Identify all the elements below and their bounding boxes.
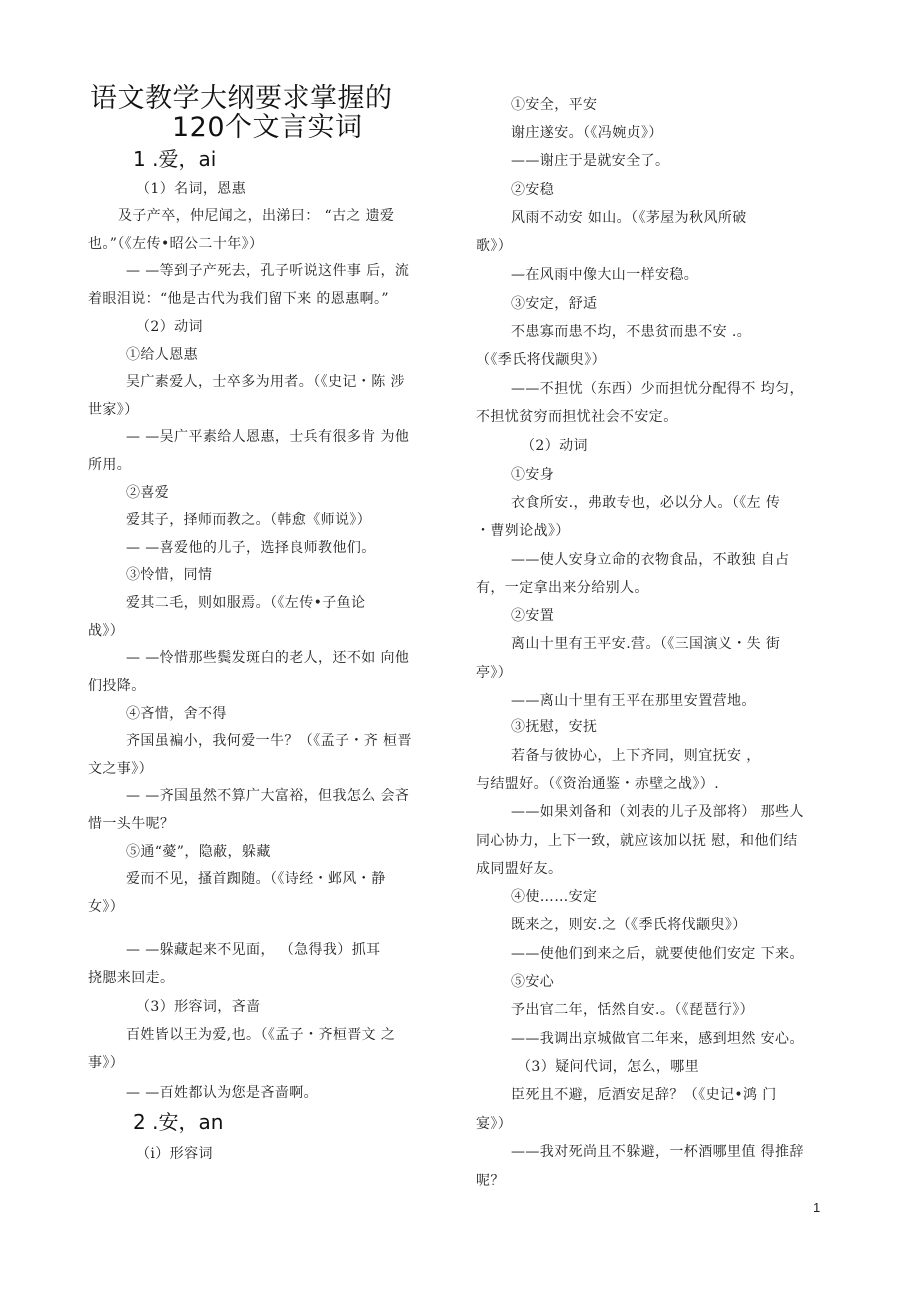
text-line: 宴》） bbox=[476, 1116, 513, 1132]
text-line: 衣食所安.，弗敢专也，必以分人。（《左 传 bbox=[511, 495, 781, 511]
text-line: 女》） bbox=[88, 899, 125, 915]
text-line: 着眼泪说：“他是古代为我们留下来 的恩惠啊。” bbox=[88, 291, 389, 307]
text-line: ——不担忧（东西）少而担忧分配得不 均匀， bbox=[511, 381, 804, 397]
text-line: ②安置 bbox=[511, 608, 555, 624]
text-line: ②安稳 bbox=[511, 182, 555, 198]
text-line: ——谢庄于是就安全了。 bbox=[511, 153, 670, 169]
text-line: 既来之，则安.之（《季氏将伐颛臾》） bbox=[511, 917, 747, 933]
text-line: （3）疑问代词，怎么，哪里 bbox=[517, 1059, 700, 1075]
text-line: 齐国虽褊小，我何爱一牛？（《孟子・齐 桓晋 bbox=[126, 733, 412, 749]
text-line: 离山十里有王平安.营。（《三国演义・失 街 bbox=[511, 636, 781, 652]
text-line: ④吝惜，舍不得 bbox=[126, 706, 227, 722]
text-line: 惜一头牛呢？ bbox=[88, 816, 175, 832]
text-line: 战》） bbox=[88, 623, 125, 639]
text-line: ①安全，平安 bbox=[511, 97, 598, 113]
text-line: ——如果刘备和（刘表的儿子及部将） 那些人 bbox=[511, 804, 804, 820]
text-line: 百姓皆以王为爱,也。（《孟子・齐桓晋文 之 bbox=[126, 1027, 396, 1043]
text-line: 呢？ bbox=[476, 1173, 505, 1189]
text-line: （《季氏将伐颛臾》） bbox=[476, 352, 606, 368]
text-line: 所用。 bbox=[88, 457, 132, 473]
text-line: 同心协力，上下一致，就应该加以抚 慰，和他们结 bbox=[476, 833, 798, 849]
text-line: — —怜惜那些鬓发斑白的老人，还不如 向他 bbox=[126, 650, 410, 666]
text-line: 亭》） bbox=[476, 665, 513, 681]
text-line: 风雨不动安 如山。（《茅屋为秋风所破 bbox=[511, 210, 747, 226]
text-line: 不患寡而患不均，不患贫而患不安 .。 bbox=[511, 324, 752, 340]
text-line: 歌》） bbox=[476, 238, 513, 254]
text-line: ——使人安身立命的衣物食品，不敢独 自占 bbox=[511, 552, 790, 568]
text-line: —在风雨中像大山一样安稳。 bbox=[511, 267, 699, 283]
text-line: ⑤通“薆”，隐蔽，躲藏 bbox=[126, 844, 271, 860]
text-line: 予出官二年，恬然自安.。（《琵琶行》） bbox=[511, 1002, 755, 1018]
page-number: 1 bbox=[813, 1200, 821, 1215]
text-line: ③安定，舒适 bbox=[511, 296, 598, 312]
text-line: 谢庄遂安。（《冯婉贞》） bbox=[511, 125, 663, 141]
text-line: ——使他们到来之后，就要使他们安定 下来。 bbox=[511, 946, 804, 962]
text-line: — —吴广平素给人恩惠，士兵有很多肯 为他 bbox=[126, 429, 410, 445]
text-line: （1）名词，恩惠 bbox=[136, 181, 247, 197]
text-line: ②喜爱 bbox=[126, 485, 170, 501]
text-line: （2）动词 bbox=[521, 438, 588, 454]
text-line: — —躲藏起来不见面， （急得我）抓耳 bbox=[126, 942, 381, 958]
text-line: 与结盟好。（《资治通鉴・赤壁之战》）. bbox=[476, 776, 720, 792]
text-line: （3）形容词，吝啬 bbox=[136, 999, 261, 1015]
text-line: 事》） bbox=[88, 1055, 125, 1071]
text-line: ①给人恩惠 bbox=[126, 347, 198, 363]
text-line: 挠腮来回走。 bbox=[88, 970, 175, 986]
text-line: 有，一定拿出来分给别人。 bbox=[476, 580, 649, 596]
text-line: 爱其子，择师而教之。（韩愈《师说》） bbox=[126, 512, 372, 528]
text-line: ——我调出京城做官二年来，感到坦然 安心。 bbox=[511, 1031, 804, 1047]
text-line: ——我对死尚且不躲避，一杯酒哪里值 得推辞 bbox=[511, 1144, 804, 1160]
text-line: — —喜爱他的儿子，选择良师教他们。 bbox=[126, 540, 376, 556]
text-line: 成同盟好友。 bbox=[476, 861, 563, 877]
text-line: 及子产卒，仲尼闻之，出涕曰： “古之 遗爱 bbox=[118, 208, 395, 224]
text-line: — —百姓都认为您是吝啬啊。 bbox=[126, 1085, 319, 1101]
text-line: ①安身 bbox=[511, 467, 555, 483]
text-line: ・曹刿论战》） bbox=[476, 523, 570, 539]
text-line: 文之事》） bbox=[88, 761, 153, 777]
text-line: — —齐国虽然不算广大富裕，但我怎么 会吝 bbox=[126, 788, 410, 804]
text-line: 爱其二毛，则如服焉。（《左传•子鱼论 bbox=[126, 595, 366, 611]
text-line: 不担忧贫穷而担忧社会不安定。 bbox=[476, 409, 678, 425]
text-line: 也。”（《左传•昭公二十年》） bbox=[88, 236, 264, 252]
text-line: 吴广素爱人，士卒多为用者。（《史记・陈 涉 bbox=[126, 374, 405, 390]
entry-heading: 1 .爱，ai bbox=[133, 147, 217, 171]
text-line: 若备与彼协心，上下齐同，则宜抚安 ， bbox=[511, 748, 761, 764]
text-line: 世家》） bbox=[88, 402, 139, 418]
text-line: 臣死且不避，卮酒安足辞？（《史记•鸿 门 bbox=[511, 1087, 777, 1103]
text-line: ③怜惜，同情 bbox=[126, 567, 213, 583]
text-line: 爱而不见，搔首踟随。（《诗经・邺风・静 bbox=[126, 871, 386, 887]
text-line: — —等到子产死去，孔子听说这件事 后，流 bbox=[126, 263, 410, 279]
document-title-line2: 120个文言实词 bbox=[172, 112, 363, 143]
text-line: （2）动词 bbox=[136, 319, 203, 335]
text-line: 们投降。 bbox=[88, 678, 146, 694]
text-line: ③抚慰，安抚 bbox=[511, 719, 598, 735]
text-line: （i）形容词 bbox=[136, 1146, 213, 1162]
text-line: ——离山十里有王平在那里安置营地。 bbox=[511, 693, 756, 709]
entry-heading: 2 .安，an bbox=[133, 1110, 224, 1134]
document-title-line1: 语文教学大纲要求掌握的 bbox=[90, 83, 393, 114]
text-line: ⑤安心 bbox=[511, 974, 555, 990]
text-line: ④使……安定 bbox=[511, 889, 598, 905]
